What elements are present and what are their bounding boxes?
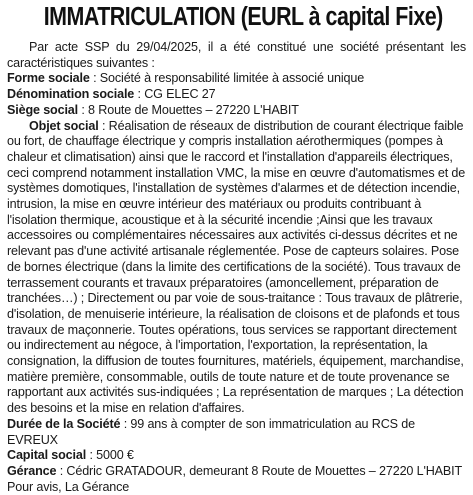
field-duree <box>7 417 466 448</box>
notice-title: IMMATRICULATION (EURL à capital Fixe) <box>43 3 443 31</box>
field-label: Siège social <box>7 102 79 117</box>
notice-body <box>7 40 466 495</box>
field-capital <box>7 448 466 464</box>
field-value: : Société à responsabilité limitée à associé unique <box>89 71 365 86</box>
signoff: Pour avis, La Gérance <box>7 479 130 494</box>
field-label: Durée de la Société <box>7 416 121 431</box>
field-value: : Cédric GRATADOUR, demeurant 8 Route de Mouettes – 27220 L'HABIT <box>56 463 463 478</box>
field-label: Forme sociale <box>7 71 90 86</box>
field-siege-social <box>7 103 466 119</box>
field-denomination <box>7 87 466 103</box>
field-value: : 8 Route de Mouettes – 27220 L'HABIT <box>78 102 299 117</box>
field-value: : CG ELEC 27 <box>134 87 216 102</box>
field-value: : 99 ans à compter de son immatriculation au RCS de EVREUX <box>7 416 415 447</box>
field-objet-social <box>7 119 466 417</box>
field-value: : Réalisation de réseaux de distribution de courant électrique faible ou fort, de chauffage électrique y compris installation aérothermiques (pompes à chaleur et climatisation) ainsi que le raccord et l'installation d'appareils électriques, ceci comprend notamment installation VMC, la mise en œuvre d'automatismes et de systèmes domotiques, l'installation de systèmes d'alarmes et de détection incendie, intrusion, la mise en œuvre intérieur des matériaux ou produits contribuant à l'isolation thermique, acoustique et à la sécurité incendie ;Ainsi que les travaux accessoires ou complémentaires nécessaires aux activités ci-dessus décrites et ne relevant pas d'une activité artisanale réglementée. Pose de capteurs solaires. Pose de bornes électrique (dans la limite des certifications de la société). Tous travaux de terrassement courants et travaux préparatoires (amoncellement, préparation de tranchées…) ; Directement ou par voie de sous-traitance : Tous travaux de plâtrerie, d'isolation, de menuiserie intérieure, la réalisation de cloisons et de plafonds et tous travaux de maçonnerie. Toutes opérations, tous services se rapportant directement ou indirectement au négoce, à l'importation, l'exportation, la représentation, la consignation, la diffusion de toutes fournitures, matériels, équipement, marchandise, matière première, consommable, outils de toute nature et de toute provenance se rapportant aux activités sus-indiquées ; La représentation de marques ; La détection des besoins et la mise en relation d'affaires. <box>7 118 466 416</box>
field-gerance <box>7 464 466 480</box>
field-label: Gérance <box>7 463 57 478</box>
field-label: Capital social <box>7 448 87 463</box>
field-label: Objet social <box>29 118 99 133</box>
field-forme-sociale <box>7 71 466 87</box>
field-value: : 5000 € <box>86 448 134 463</box>
field-label: Dénomination sociale <box>7 87 135 102</box>
intro-paragraph: Par acte SSP du 29/04/2025, il a été constitué une société présentant les caractéristiques suivantes : <box>7 40 466 70</box>
